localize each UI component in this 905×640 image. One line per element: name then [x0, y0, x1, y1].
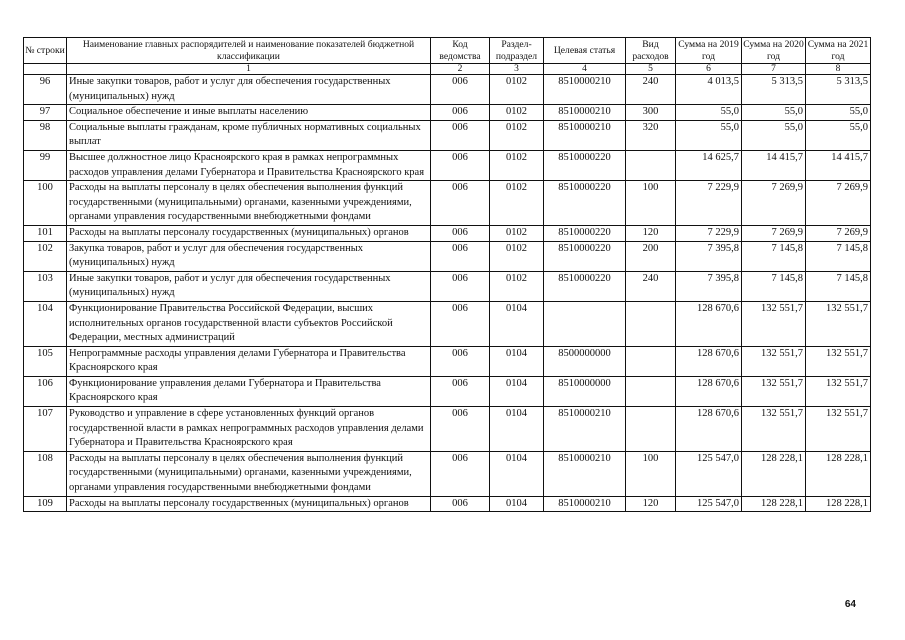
page-number: 64: [844, 599, 856, 610]
expense-type: [626, 301, 676, 346]
sum-2021: 7 145,8: [806, 271, 871, 301]
column-number: 3: [490, 64, 544, 75]
expense-type: 240: [626, 271, 676, 301]
sum-2020: 128 228,1: [742, 496, 806, 512]
sum-2019: 128 670,6: [676, 346, 742, 376]
sum-2021: 132 551,7: [806, 376, 871, 406]
table-row: [24, 301, 871, 346]
header-expense-type: Вид расходов: [626, 38, 676, 64]
sum-2021: 7 145,8: [806, 241, 871, 271]
row-number: 105: [24, 346, 67, 376]
ministry-code: 006: [431, 376, 490, 406]
header-section: Раздел-подраздел: [490, 38, 544, 64]
section-code: 0102: [490, 241, 544, 271]
section-code: 0104: [490, 346, 544, 376]
table-row: [24, 376, 871, 406]
expense-type: [626, 407, 676, 452]
table-row: [24, 75, 871, 105]
column-number: 5: [626, 64, 676, 75]
row-name: Расходы на выплаты персоналу государственных (муниципальных) органов: [67, 225, 431, 241]
row-number: 101: [24, 225, 67, 241]
sum-2020: 55,0: [742, 120, 806, 150]
target-article: 8510000220: [544, 181, 626, 226]
sum-2021: 55,0: [806, 105, 871, 121]
sum-2020: 132 551,7: [742, 407, 806, 452]
table-row: [24, 407, 871, 452]
expense-type: 120: [626, 496, 676, 512]
table-row: [24, 451, 871, 496]
ministry-code: 006: [431, 407, 490, 452]
row-number: 97: [24, 105, 67, 121]
row-number: 99: [24, 150, 67, 180]
table-row: [24, 346, 871, 376]
expense-type: 300: [626, 105, 676, 121]
expense-type: 200: [626, 241, 676, 271]
ministry-code: 006: [431, 225, 490, 241]
sum-2019: 14 625,7: [676, 150, 742, 180]
ministry-code: 006: [431, 181, 490, 226]
sum-2021: 128 228,1: [806, 451, 871, 496]
section-code: 0104: [490, 376, 544, 406]
ministry-code: 006: [431, 75, 490, 105]
expense-type: 120: [626, 225, 676, 241]
table-row: [24, 496, 871, 512]
section-code: 0102: [490, 120, 544, 150]
target-article: 8510000210: [544, 407, 626, 452]
row-name: Социальное обеспечение и иные выплаты населению: [67, 105, 431, 121]
section-code: 0102: [490, 105, 544, 121]
row-name: Иные закупки товаров, работ и услуг для обеспечения государственных (муниципальных) нужд: [67, 75, 431, 105]
target-article: 8510000210: [544, 496, 626, 512]
header-sum-2019: Сумма на 2019 год: [676, 38, 742, 64]
row-name: Закупка товаров, работ и услуг для обеспечения государственных (муниципальных) нужд: [67, 241, 431, 271]
row-name: Функционирование Правительства Российской Федерации, высших исполнительных органов государственной власти субъектов Российской Федерации, местных администраций: [67, 301, 431, 346]
row-number: 104: [24, 301, 67, 346]
sum-2019: 128 670,6: [676, 407, 742, 452]
ministry-code: 006: [431, 105, 490, 121]
table-row: [24, 120, 871, 150]
sum-2021: 132 551,7: [806, 346, 871, 376]
ministry-code: 006: [431, 241, 490, 271]
sum-2020: 132 551,7: [742, 346, 806, 376]
table-row: [24, 271, 871, 301]
sum-2021: 128 228,1: [806, 496, 871, 512]
column-number: 6: [676, 64, 742, 75]
sum-2019: 7 229,9: [676, 225, 742, 241]
row-number: 100: [24, 181, 67, 226]
sum-2020: 55,0: [742, 105, 806, 121]
row-name: Расходы на выплаты персоналу государственных (муниципальных) органов: [67, 496, 431, 512]
sum-2021: 132 551,7: [806, 301, 871, 346]
header-ministry-code: Код ведомства: [431, 38, 490, 64]
target-article: 8500000000: [544, 346, 626, 376]
column-number: 8: [806, 64, 871, 75]
target-article: 8510000210: [544, 105, 626, 121]
expense-type: [626, 346, 676, 376]
row-number: 108: [24, 451, 67, 496]
section-code: 0102: [490, 150, 544, 180]
sum-2019: 7 395,8: [676, 241, 742, 271]
sum-2019: 55,0: [676, 105, 742, 121]
header-sum-2020: Сумма на 2020 год: [743, 39, 804, 62]
sum-2019: 125 547,0: [676, 451, 742, 496]
row-name: Высшее должностное лицо Красноярского края в рамках непрограммных расходов управления делами Губернатора и Правительства Красноярского края: [67, 150, 431, 180]
ministry-code: 006: [431, 120, 490, 150]
target-article: 8510000000: [544, 376, 626, 406]
row-number: 102: [24, 241, 67, 271]
section-code: 0104: [490, 301, 544, 346]
sum-2021: 7 269,9: [806, 225, 871, 241]
sum-2020: 5 313,5: [742, 75, 806, 105]
expense-type: [626, 376, 676, 406]
sum-2019: 7 395,8: [676, 271, 742, 301]
sum-2021: 7 269,9: [806, 181, 871, 226]
header-name: Наименование главных распорядителей и наименование показателей бюджетной классификации: [67, 38, 431, 64]
header-target-article: Целевая статья: [544, 38, 626, 64]
sum-2020: 7 145,8: [742, 271, 806, 301]
ministry-code: 006: [431, 346, 490, 376]
column-number: 7: [742, 64, 806, 75]
section-code: 0102: [490, 75, 544, 105]
target-article: 8510000220: [544, 271, 626, 301]
table-row: [24, 105, 871, 121]
row-number: 96: [24, 75, 67, 105]
row-number: 106: [24, 376, 67, 406]
sum-2021: 55,0: [806, 120, 871, 150]
sum-2019: 128 670,6: [676, 301, 742, 346]
expense-type: 100: [626, 451, 676, 496]
section-code: 0104: [490, 407, 544, 452]
expense-type: 320: [626, 120, 676, 150]
column-number: 1: [67, 64, 431, 75]
row-number: 107: [24, 407, 67, 452]
target-article: 8510000220: [544, 150, 626, 180]
sum-2020: 128 228,1: [742, 451, 806, 496]
expense-type: [626, 150, 676, 180]
row-name: Руководство и управление в сфере установленных функций органов государственной власти в рамках непрограммных расходов управления делами Губернатора и Правительства Красноярского края: [67, 407, 431, 452]
target-article: 8510000210: [544, 75, 626, 105]
section-code: 0102: [490, 181, 544, 226]
target-article: [544, 301, 626, 346]
expense-type: 100: [626, 181, 676, 226]
header-row: [24, 38, 871, 64]
sum-2019: 125 547,0: [676, 496, 742, 512]
sum-2019: 7 229,9: [676, 181, 742, 226]
target-article: 8510000210: [544, 451, 626, 496]
header-row-no: № строки: [24, 38, 67, 64]
sum-2020: 132 551,7: [742, 376, 806, 406]
table-row: [24, 241, 871, 271]
column-number: 2: [431, 64, 490, 75]
section-code: 0104: [490, 496, 544, 512]
section-code: 0102: [490, 271, 544, 301]
table-row: [24, 150, 871, 180]
ministry-code: 006: [431, 301, 490, 346]
sum-2019: 128 670,6: [676, 376, 742, 406]
column-number-row: [24, 64, 871, 75]
row-number: 98: [24, 120, 67, 150]
row-name: Функционирование управления делами Губернатора и Правительства Красноярского края: [67, 376, 431, 406]
sum-2021: 132 551,7: [806, 407, 871, 452]
sum-2020: 7 269,9: [742, 181, 806, 226]
row-name: Иные закупки товаров, работ и услуг для обеспечения государственных (муниципальных) нужд: [67, 271, 431, 301]
target-article: 8510000220: [544, 241, 626, 271]
table-row: [24, 181, 871, 226]
target-article: 8510000210: [544, 120, 626, 150]
section-code: 0104: [490, 451, 544, 496]
sum-2021: 14 415,7: [806, 150, 871, 180]
section-code: 0102: [490, 225, 544, 241]
sum-2020: 7 269,9: [742, 225, 806, 241]
row-name: Расходы на выплаты персоналу в целях обеспечения выполнения функций государственными (муниципальными) органами, казенными учреждениями, органами управления государственными внебюджетными фондами: [67, 451, 431, 496]
column-number: [24, 64, 67, 75]
row-number: 109: [24, 496, 67, 512]
sum-2020: 14 415,7: [742, 150, 806, 180]
sum-2020: 7 145,8: [742, 241, 806, 271]
row-name: Расходы на выплаты персоналу в целях обеспечения выполнения функций государственными (муниципальными) органами, казенными учреждениями, органами управления государственными внебюджетными фондами: [67, 181, 431, 226]
sum-2019: 4 013,5: [676, 75, 742, 105]
header-sum-2021: Сумма на 2021 год: [806, 38, 871, 64]
ministry-code: 006: [431, 271, 490, 301]
expense-type: 240: [626, 75, 676, 105]
sum-2019: 55,0: [676, 120, 742, 150]
ministry-code: 006: [431, 150, 490, 180]
ministry-code: 006: [431, 451, 490, 496]
row-number: 103: [24, 271, 67, 301]
row-name: Непрограммные расходы управления делами Губернатора и Правительства Красноярского края: [67, 346, 431, 376]
ministry-code: 006: [431, 496, 490, 512]
row-name: Социальные выплаты гражданам, кроме публичных нормативных социальных выплат: [67, 120, 431, 150]
budget-table: [23, 37, 871, 512]
table-row: [24, 225, 871, 241]
sum-2020: 132 551,7: [742, 301, 806, 346]
target-article: 8510000220: [544, 225, 626, 241]
sum-2021: 5 313,5: [806, 75, 871, 105]
column-number: 4: [544, 64, 626, 75]
